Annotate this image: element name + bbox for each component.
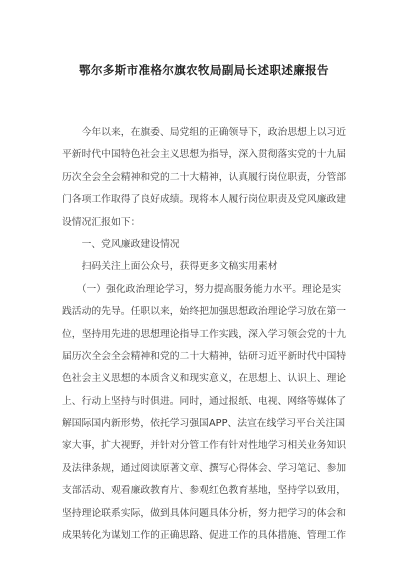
document-body	[62, 122, 348, 547]
paragraph-line: 上、行动上坚持与时俱进。同时，通过报纸、电视、网络等媒体了	[62, 395, 347, 407]
paragraph-line: 色社会主义思想的本质含义和现实意义，在思想上、认识上、理论	[62, 373, 347, 385]
paragraph-line: 位，坚持用先进的思想理论指导工作实践，深入学习领会党的十九	[62, 328, 347, 340]
paragraph-line: 届历次全会全会精神和党的二十大精神，钻研习近平新时代中国特	[62, 350, 347, 362]
paragraph-line: 平新时代中国特色社会主义思想为指导，深入贯彻落实党的十九届	[62, 149, 347, 161]
paragraph-line: 今年以来，在旗委、局党组的正确领导下，政治思想上以习近	[62, 127, 347, 138]
paragraph-line: 践活动的先导。任职以来，始终把加强思想政治理论学习放在第一	[62, 306, 347, 318]
paragraph-line: 坚持理论联系实际，做到具体问题具体分析，努力把学习的体会和	[62, 507, 347, 519]
paragraph-line: 设情况汇报如下：	[62, 216, 141, 228]
paragraph-line: 家大事，扩大视野，并针对分管工作有针对性地学习相关业务知识	[62, 440, 347, 452]
paragraph-line: （一）强化政治理论学习，努力提高服务能力水平。理论是实	[62, 283, 342, 295]
paragraph-line: 支部活动、观看廉政教育片、参观红色教育基地，坚持学以致用，	[62, 485, 347, 497]
paragraph-line: 成果转化为谋划工作的正确思路、促进工作的具体措施、管理工作	[62, 530, 347, 542]
paragraph-line: 历次全会全会精神和党的二十大精神，认真履行岗位职责，分管部	[62, 171, 347, 183]
paragraph-line: 解国际国内新形势，依托学习强国APP、法宣在线学习平台关注国	[62, 418, 346, 430]
paragraph-line: 扫码关注上面公众号，获得更多文稿实用素材	[62, 261, 278, 273]
document-title: 鄂尔多斯市准格尔旗农牧局副局长述职述廉报告	[79, 63, 329, 77]
paragraph-line: 及法律条规，通过阅读原著文章、撰写心得体会、学习笔记、参加	[62, 462, 347, 474]
paragraph-line: 一、党风廉政建设情况	[62, 238, 180, 250]
paragraph-line: 门各项工作取得了良好成绩。现将本人履行岗位职责及党风廉政建	[62, 194, 347, 206]
